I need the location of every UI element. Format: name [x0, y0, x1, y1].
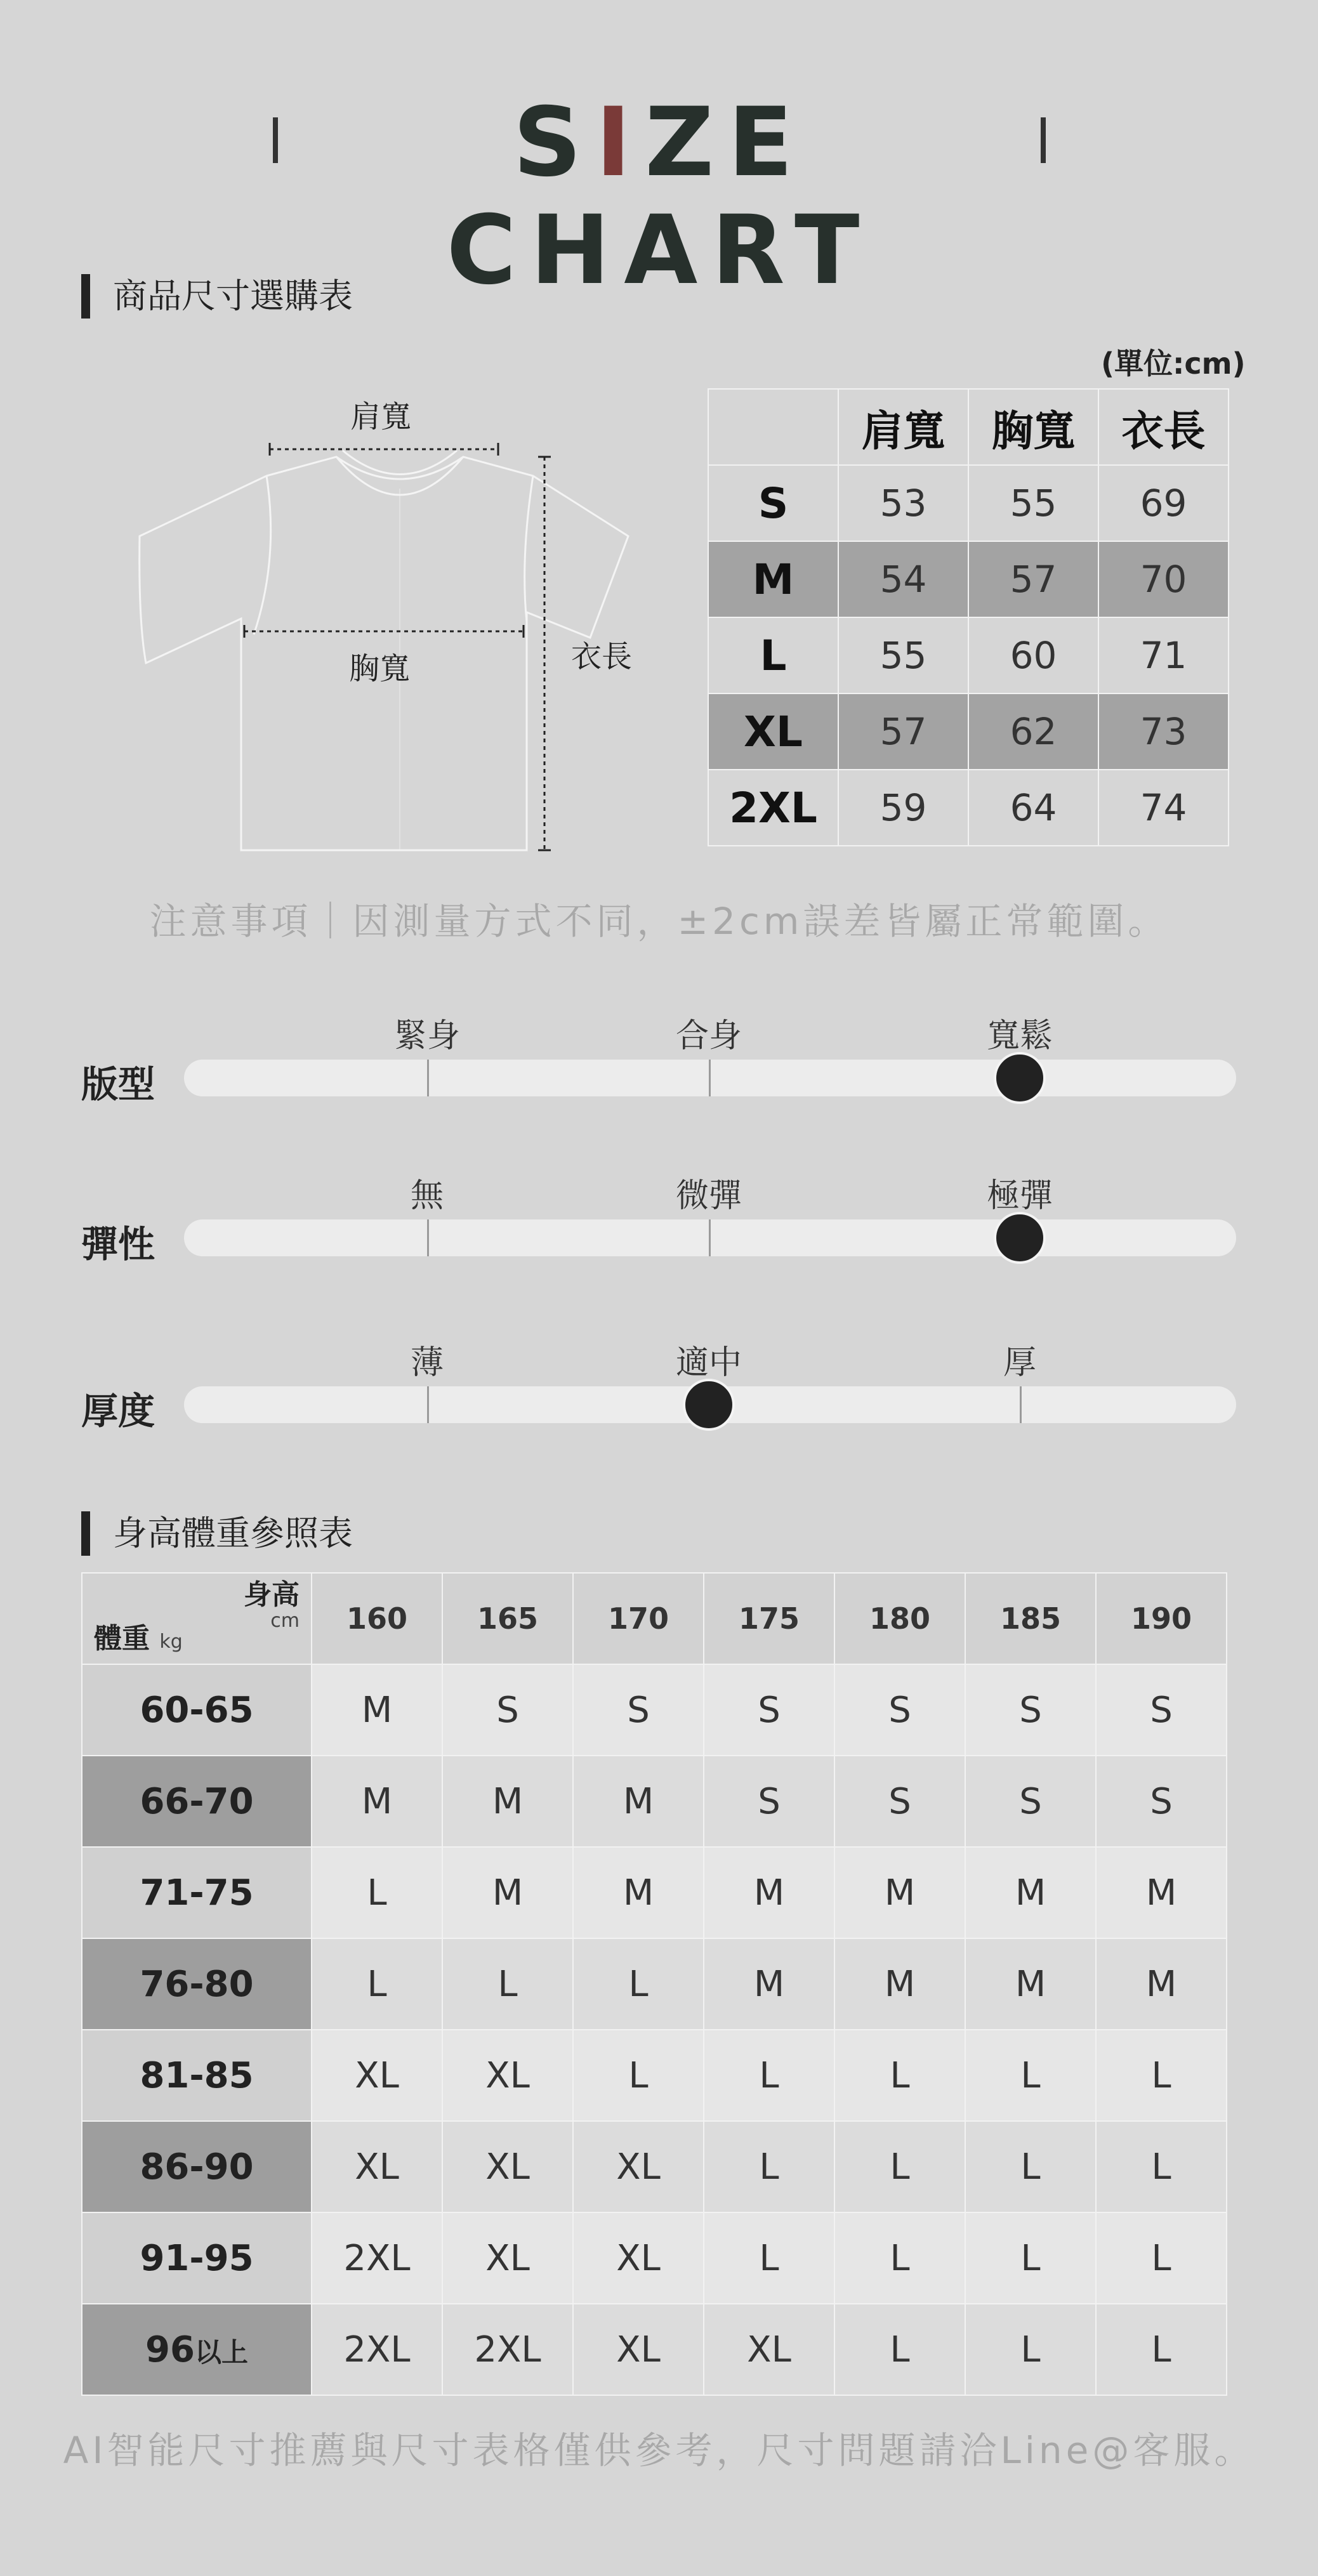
table-cell: S	[442, 1664, 573, 1756]
table-cell: L	[1096, 2212, 1227, 2304]
table-row	[708, 770, 1229, 846]
footer-disclaimer: AI智能尺寸推薦與尺寸表格僅供參考，尺寸問題請洽Line@客服。	[63, 2429, 1255, 2472]
slider-option: 微彈	[675, 1177, 742, 1215]
table-cell: 74	[1098, 770, 1229, 846]
table-cell: M	[704, 1938, 834, 2030]
table-row	[82, 1664, 1227, 1756]
table-cell: S	[573, 1664, 704, 1756]
table-cell: 69	[1098, 465, 1229, 541]
heading-text: 商品尺寸選購表	[113, 276, 353, 316]
table-cell: S	[834, 1664, 965, 1756]
slider-tick	[427, 1219, 429, 1256]
title-right-bar	[1041, 117, 1046, 163]
table-cell: XL	[573, 2304, 704, 2395]
height-column-header: 190	[1096, 1573, 1227, 1664]
table-cell: L	[704, 2030, 834, 2121]
slider-option: 極彈	[986, 1177, 1053, 1215]
table-cell: L	[965, 2304, 1096, 2395]
slider-track	[184, 1060, 1236, 1096]
size-label: S	[708, 465, 838, 541]
table-cell: M	[965, 1847, 1096, 1938]
table-row	[82, 2212, 1227, 2304]
measurement-note: 注意事項｜因測量方式不同，±2cm誤差皆屬正常範圍。	[149, 900, 1169, 943]
table-cell: 57	[968, 541, 1098, 617]
table-cell: L	[312, 1847, 442, 1938]
weight-range: 60-65	[140, 1689, 254, 1731]
table-row	[708, 617, 1229, 693]
table-corner	[708, 389, 838, 465]
height-column-header: 165	[442, 1573, 573, 1664]
table-cell: 55	[968, 465, 1098, 541]
table-cell: XL	[704, 2304, 834, 2395]
table-cell: XL	[312, 2030, 442, 2121]
slider-tick	[709, 1219, 711, 1256]
weight-row-header	[82, 1938, 312, 2030]
table-cell: S	[704, 1664, 834, 1756]
weight-row-header	[82, 1664, 312, 1756]
table-cell: 64	[968, 770, 1098, 846]
table-cell: S	[965, 1664, 1096, 1756]
table-cell: XL	[442, 2030, 573, 2121]
table-cell: 70	[1098, 541, 1229, 617]
table-cell: M	[573, 1847, 704, 1938]
slider-label: 彈性	[81, 1223, 155, 1266]
weight-range: 91-95	[140, 2237, 254, 2279]
table-cell: L	[312, 1938, 442, 2030]
heading-bar	[81, 1511, 90, 1556]
weight-range: 66-70	[140, 1780, 254, 1822]
table-cell: 62	[968, 693, 1098, 770]
chest-width-label: 胸寬	[349, 651, 411, 687]
table-cell: L	[834, 2030, 965, 2121]
size-label: XL	[708, 693, 838, 770]
slider-option: 適中	[675, 1344, 742, 1382]
slider-option: 緊身	[393, 1017, 461, 1055]
slider-label: 厚度	[81, 1390, 155, 1433]
weight-row-header	[82, 1756, 312, 1847]
table-cell: 54	[838, 541, 968, 617]
slider-tick	[427, 1386, 429, 1423]
height-weight-table	[81, 1572, 1227, 2396]
table-cell: 2XL	[442, 2304, 573, 2395]
table-cell: XL	[442, 2212, 573, 2304]
table-row	[82, 2121, 1227, 2212]
length-label: 衣長	[571, 639, 633, 674]
tshirt-diagram	[127, 381, 666, 863]
table-cell: L	[965, 2030, 1096, 2121]
height-axis-label	[244, 1580, 300, 1632]
table-cell: L	[442, 1938, 573, 2030]
table-cell: M	[834, 1938, 965, 2030]
slider-knob	[994, 1052, 1046, 1104]
table-cell: L	[704, 2212, 834, 2304]
table-cell: 73	[1098, 693, 1229, 770]
table-cell: L	[573, 1938, 704, 2030]
title-letter-s: S	[513, 88, 596, 198]
table-cell: XL	[442, 2121, 573, 2212]
table-row	[82, 2030, 1227, 2121]
column-header: 衣長	[1098, 389, 1229, 465]
table-cell: L	[573, 2030, 704, 2121]
unit-label: (單位:cm)	[1101, 346, 1246, 381]
slider-tick	[427, 1060, 429, 1096]
table-row	[82, 1847, 1227, 1938]
table-cell: 53	[838, 465, 968, 541]
slider-track	[184, 1219, 1236, 1256]
weight-suffix: 以上	[194, 2336, 248, 2368]
weight-range: 86-90	[140, 2146, 254, 2188]
tshirt-icon	[127, 381, 666, 863]
table-cell: L	[965, 2121, 1096, 2212]
height-column-header: 175	[704, 1573, 834, 1664]
height-column-header: 160	[312, 1573, 442, 1664]
size-label: 2XL	[708, 770, 838, 846]
table-cell: L	[704, 2121, 834, 2212]
table-cell: M	[834, 1847, 965, 1938]
page-title	[317, 89, 1003, 305]
table-row	[82, 1938, 1227, 2030]
size-label: L	[708, 617, 838, 693]
table-cell: 59	[838, 770, 968, 846]
table-row	[708, 465, 1229, 541]
table-cell: M	[704, 1847, 834, 1938]
slider-tick	[1020, 1386, 1022, 1423]
table-cell: M	[573, 1756, 704, 1847]
slider-option: 寬鬆	[986, 1017, 1053, 1055]
table-cell: M	[312, 1756, 442, 1847]
table-cell: L	[1096, 2030, 1227, 2121]
table-row	[708, 541, 1229, 617]
slider-option: 厚	[1003, 1344, 1037, 1382]
table-cell: XL	[312, 2121, 442, 2212]
title-letter-i-accent: I	[595, 88, 645, 198]
height-unit: cm	[270, 1610, 300, 1632]
height-column-header: 170	[573, 1573, 704, 1664]
slider-label: 版型	[81, 1063, 155, 1106]
shoulder-width-label: 肩寬	[350, 399, 412, 435]
table-cell: L	[834, 2304, 965, 2395]
table-cell: S	[1096, 1756, 1227, 1847]
weight-range: 71-75	[140, 1872, 254, 1914]
table-cell: 2XL	[312, 2304, 442, 2395]
heading-text: 身高體重參照表	[113, 1513, 353, 1553]
height-column-header: 180	[834, 1573, 965, 1664]
table-cell: 60	[968, 617, 1098, 693]
table-cell: L	[1096, 2121, 1227, 2212]
table-cell: 55	[838, 617, 968, 693]
table-row	[708, 693, 1229, 770]
weight-range: 96	[145, 2329, 195, 2370]
table-cell: XL	[573, 2121, 704, 2212]
table-corner	[82, 1573, 312, 1664]
height-label: 身高	[244, 1579, 300, 1611]
table-cell: L	[834, 2212, 965, 2304]
table-cell: S	[965, 1756, 1096, 1847]
table-cell: L	[834, 2121, 965, 2212]
heading-bar	[81, 274, 90, 319]
table-row	[82, 1756, 1227, 1847]
weight-range: 76-80	[140, 1963, 254, 2005]
table-cell: M	[1096, 1938, 1227, 2030]
slider-track	[184, 1386, 1236, 1423]
table-cell: M	[442, 1756, 573, 1847]
slider-option: 無	[410, 1177, 444, 1215]
table-header-row	[82, 1573, 1227, 1664]
table-cell: L	[1096, 2304, 1227, 2395]
table-header-row	[708, 389, 1229, 465]
slider-knob	[683, 1379, 735, 1431]
size-table	[708, 388, 1229, 846]
table-row	[82, 2304, 1227, 2395]
table-cell: M	[1096, 1847, 1227, 1938]
table-cell: M	[312, 1664, 442, 1756]
size-label: M	[708, 541, 838, 617]
weight-row-header	[82, 2121, 312, 2212]
column-header: 肩寬	[838, 389, 968, 465]
slider-tick	[709, 1060, 711, 1096]
slider-option: 薄	[410, 1344, 444, 1382]
weight-range: 81-85	[140, 2054, 254, 2096]
table-cell: L	[965, 2212, 1096, 2304]
table-cell: S	[1096, 1664, 1227, 1756]
table-cell: M	[965, 1938, 1096, 2030]
slider-knob	[994, 1212, 1046, 1264]
table-cell: S	[704, 1756, 834, 1847]
height-column-header: 185	[965, 1573, 1096, 1664]
weight-row-header	[82, 2304, 312, 2395]
weight-row-header	[82, 2212, 312, 2304]
weight-label: 體重	[94, 1622, 150, 1655]
table-cell: 2XL	[312, 2212, 442, 2304]
weight-row-header	[82, 2030, 312, 2121]
table-cell: S	[834, 1756, 965, 1847]
weight-unit: kg	[159, 1631, 183, 1653]
table-cell: 57	[838, 693, 968, 770]
table-cell: M	[442, 1847, 573, 1938]
weight-axis-label	[94, 1615, 183, 1656]
table-cell: XL	[573, 2212, 704, 2304]
title-left-bar	[273, 117, 278, 163]
slider-option: 合身	[675, 1017, 742, 1055]
column-header: 胸寬	[968, 389, 1098, 465]
title-rest: ZE CHART	[446, 88, 874, 306]
weight-row-header	[82, 1847, 312, 1938]
table-cell: 71	[1098, 617, 1229, 693]
